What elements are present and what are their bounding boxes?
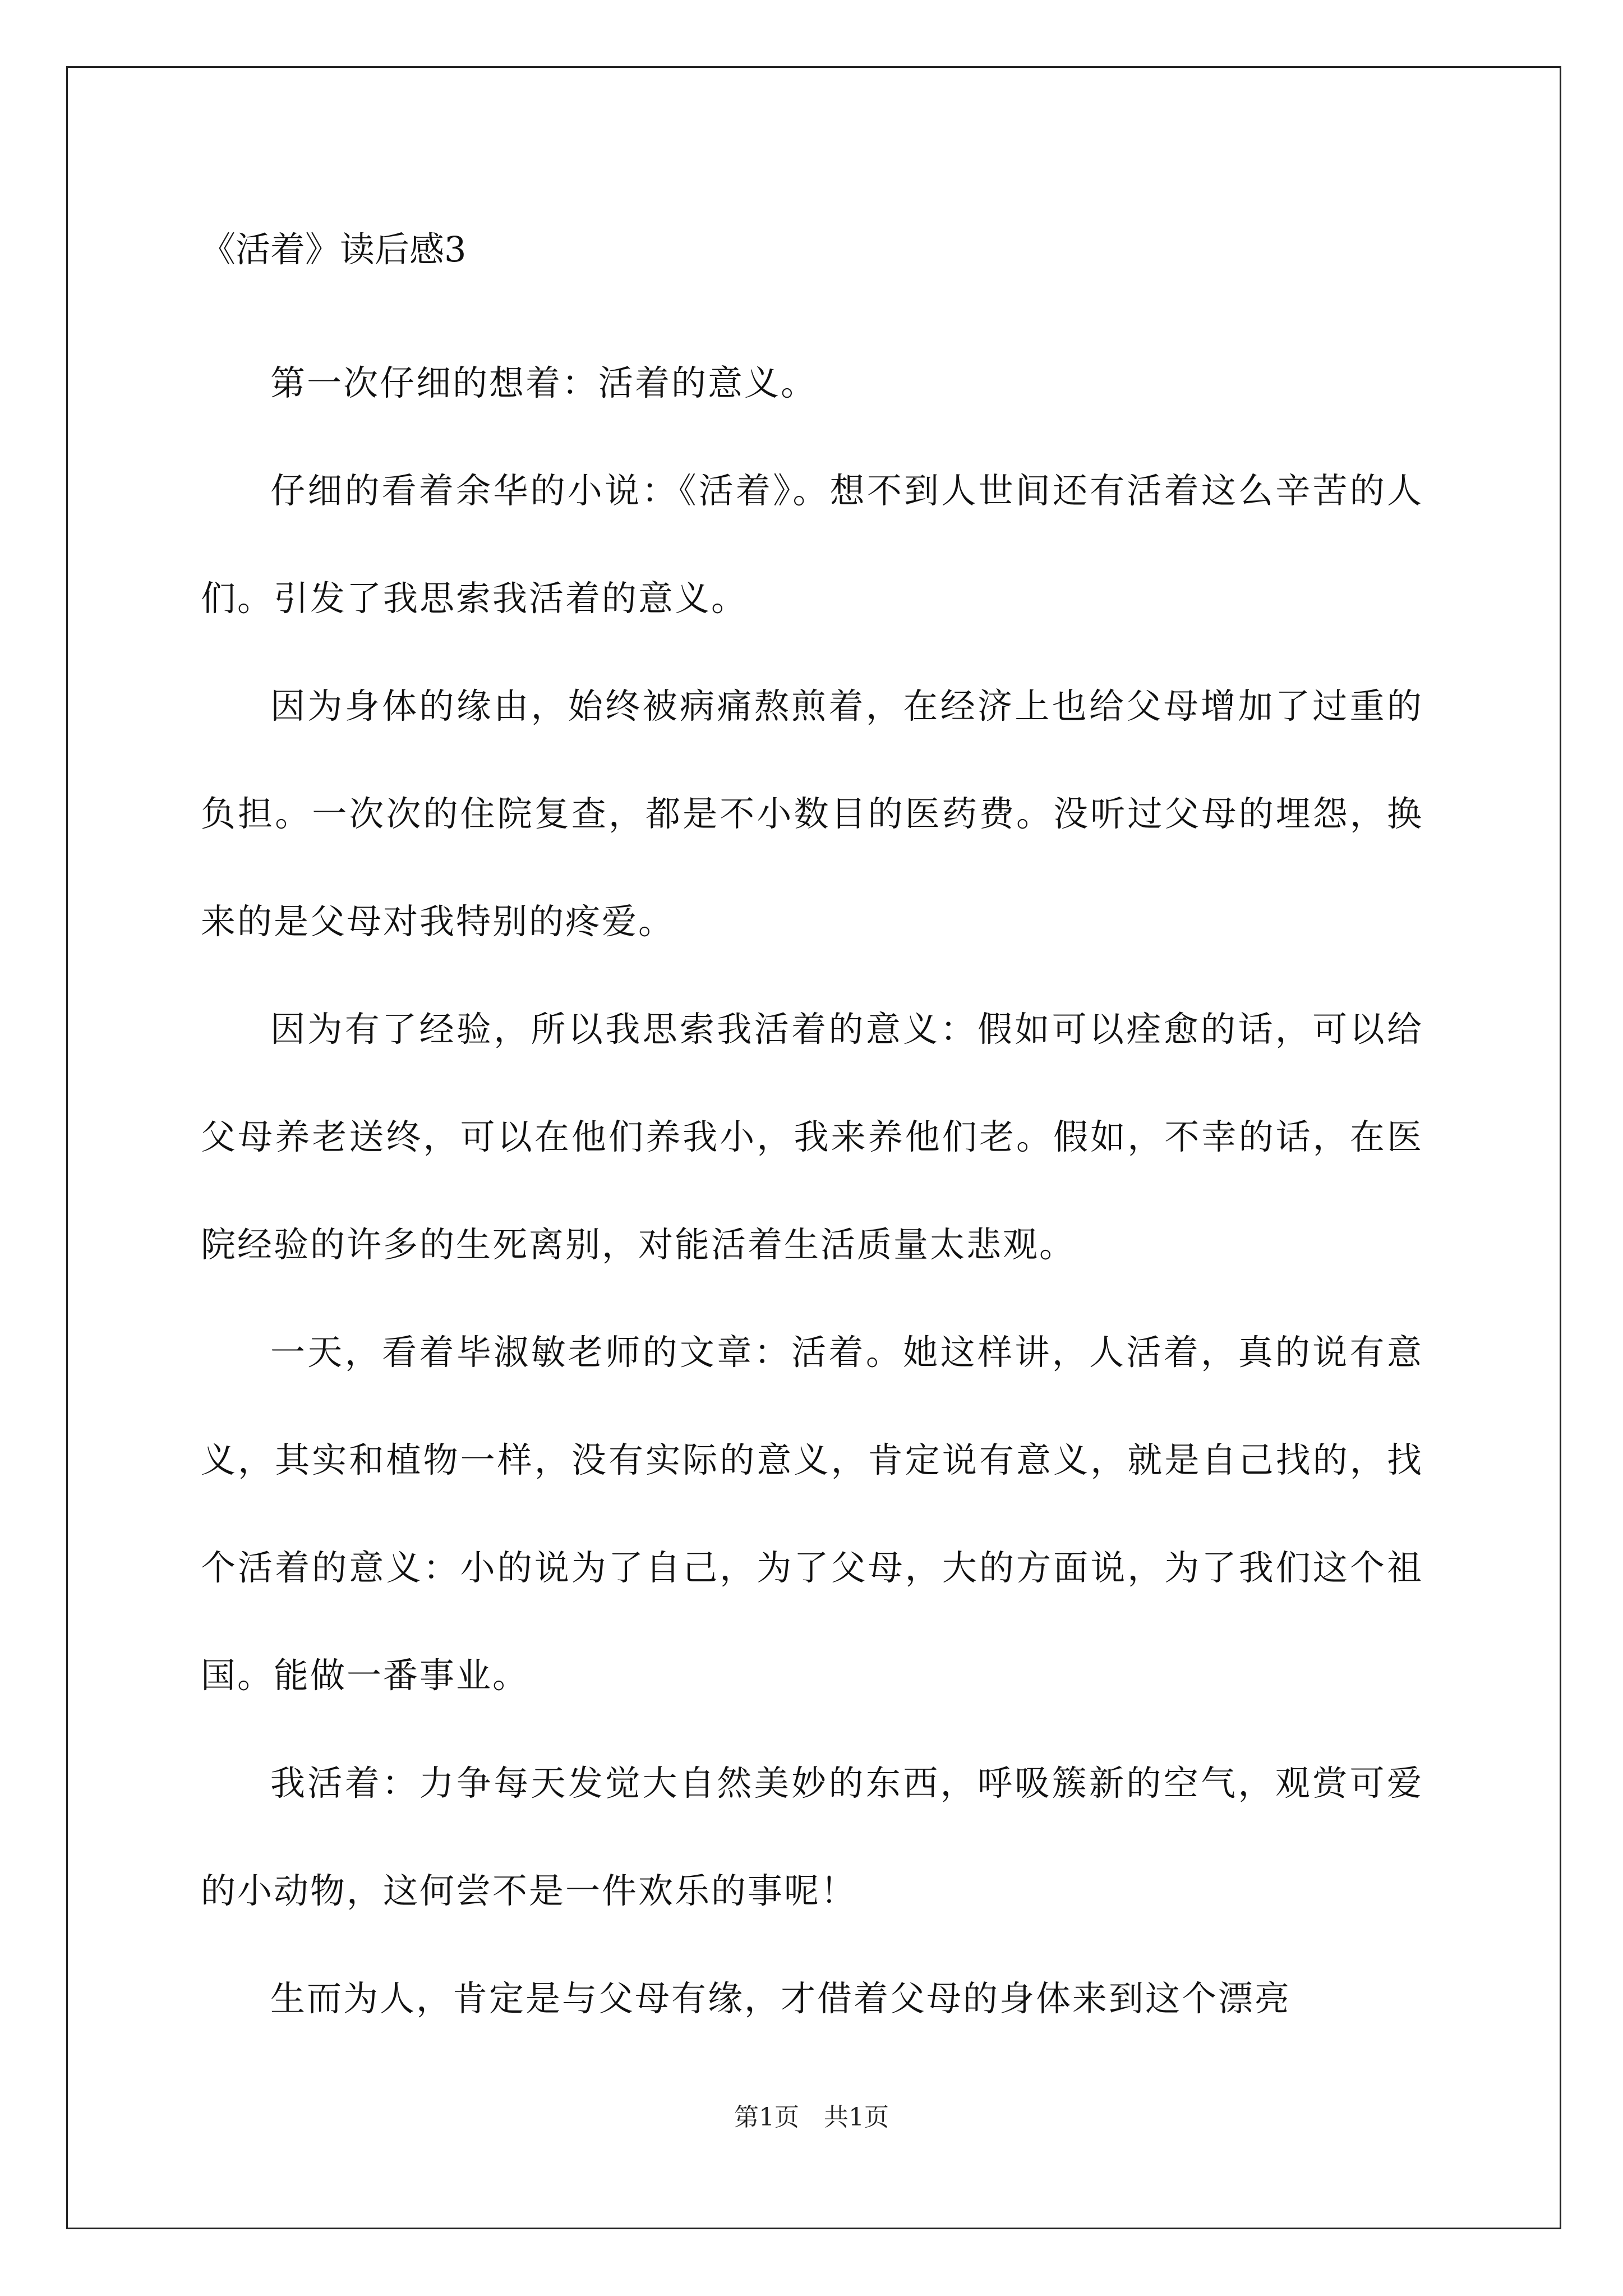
document-body xyxy=(201,222,1423,2053)
paragraph-1: 第一次仔细的想着：活着的意义。 xyxy=(270,362,818,403)
paragraph-4: 因为有了经验，所以我思索我活着的意义：假如可以痊愈的话，可以给父母养老送终，可以在他们养我小，我来养他们老。假如，不幸的话，在医院经验的许多的生死离别，对能活着生活质量太悲观。 xyxy=(201,1009,1423,1265)
paragraph-3: 因为身体的缘由，始终被病痛熬煎着，在经济上也给父母增加了过重的负担。一次次的住院复查，都是不小数目的医药费。没听过父母的埋怨，换来的是父母对我特别的疼爱。 xyxy=(201,685,1423,942)
document-title: 《活着》读后感3 xyxy=(201,229,467,270)
paragraph-2: 仔细的看着余华的小说：《活着》。想不到人世间还有活着这么辛苦的人们。引发了我思索我活着的意义。 xyxy=(201,470,1423,619)
paragraph-7: 生而为人，肯定是与父母有缘，才借着父母的身体来到这个漂亮 xyxy=(270,1978,1292,2019)
page-footer: 第1页 共1页 xyxy=(734,2103,889,2132)
paragraph-5: 一天，看着毕淑敏老师的文章：活着。她这样讲，人活着，真的说有意义，其实和植物一样，没有实际的意义，肯定说有意义，就是自己找的，找个活着的意义：小的说为了自己，为了父母，大的方面说，为了我们这个祖国。能做一番事业。 xyxy=(201,1332,1423,1696)
paragraph-6: 我活着：力争每天发觉大自然美妙的东西，呼吸簇新的空气，观赏可爱的小动物，这何尝不是一件欢乐的事呢！ xyxy=(201,1763,1423,1911)
